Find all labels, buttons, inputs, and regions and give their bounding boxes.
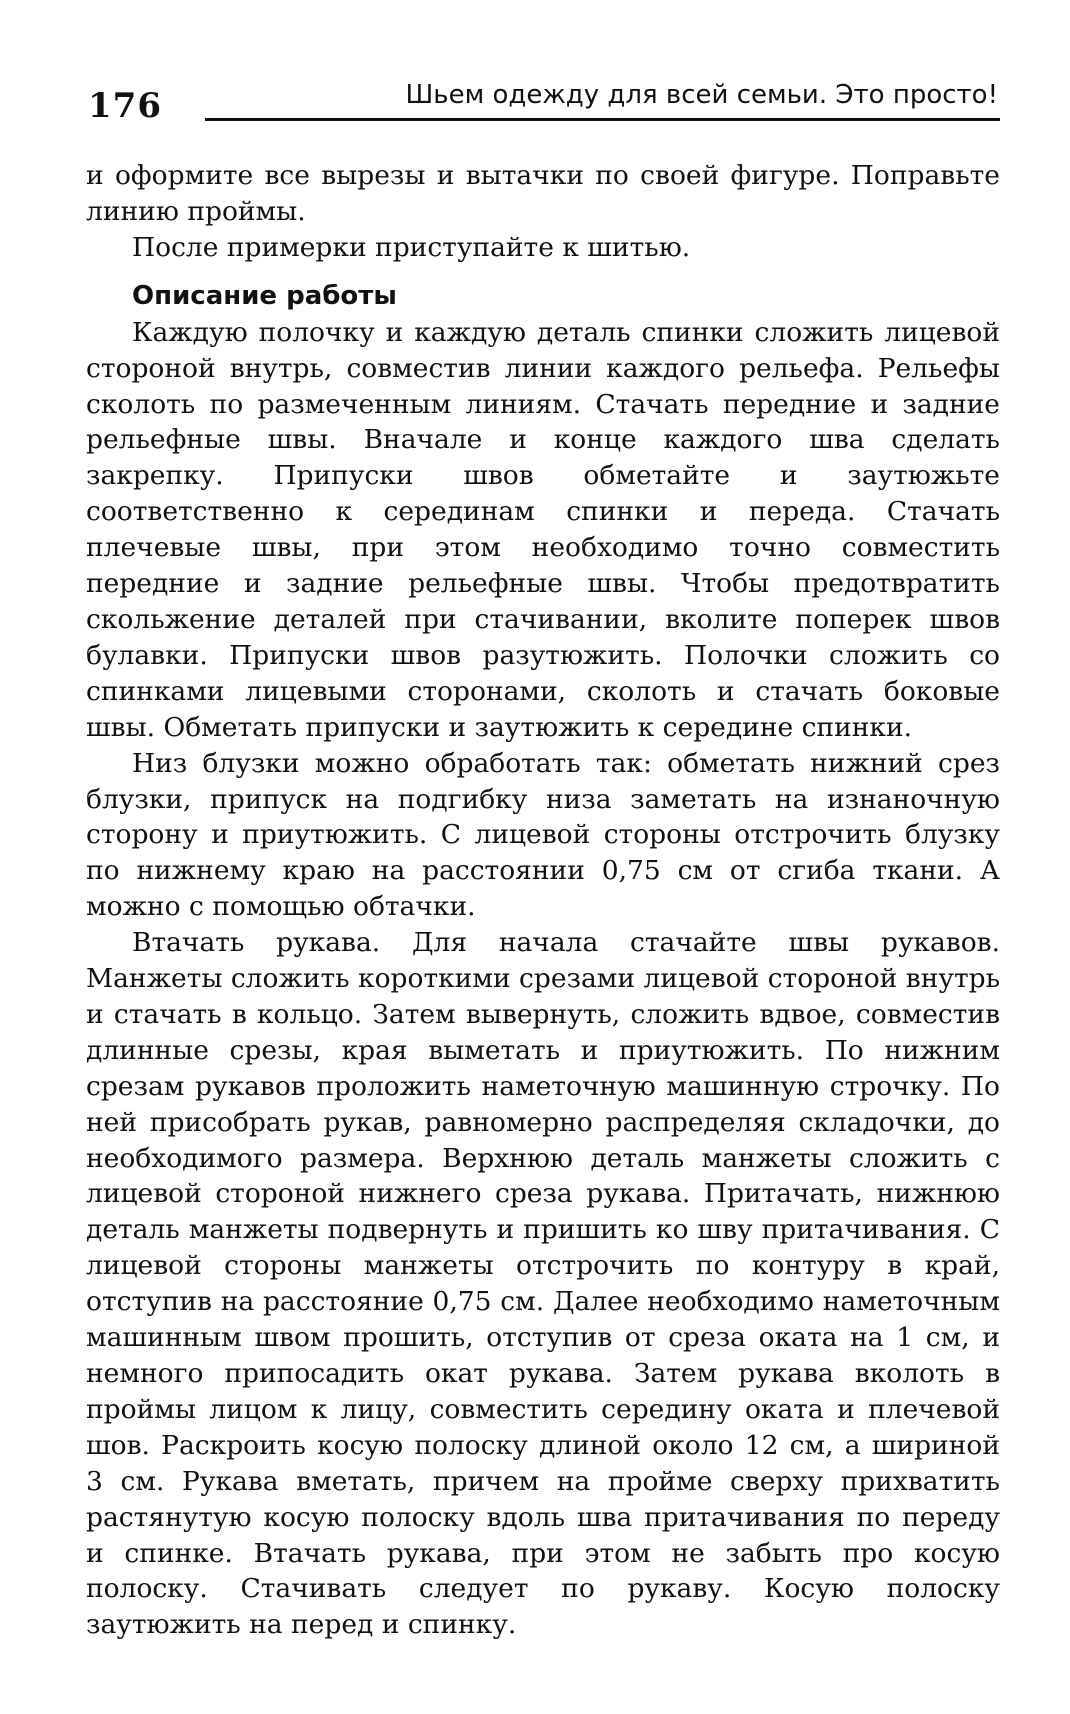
header-rule (205, 118, 1000, 121)
paragraph-sleeves: Втачать рукава. Для начала стачайте швы рукавов. Манжеты сложить короткими срезами лицевой стороной внутрь и стачать в кольцо. Затем вывернуть, сложить вдвое, совместив длинные срезы, края выметать и приутюжить. По нижним срезам рукавов проложить наметочную машинную строчку. По ней присобрать рукав, равномерно распределяя складочки, до необходимого размера. Верхнюю деталь манжеты сложить с лицевой стороной нижнего среза рукава. Притачать, нижнюю деталь манжеты подвернуть и пришить ко шву притачивания. С лицевой стороны манжеты отстрочить по контуру в край, отступив на расстояние 0,75 см. Далее необходимо наметочным машинным швом прошить, отступив от среза оката на 1 см, и немного припосадить окат рукава. Затем рукава вколоть в проймы лицом к лицу, совместить середину оката и плечевой шов. Раскроить косую полоску длиной около 12 см, а шириной 3 см. Рукава вметать, причем на пройме сверху прихватить растянутую косую полоску вдоль шва притачивания по переду и спинке. Втачать рукава, при этом не забыть про косую полоску. Стачивать следует по рукаву. Косую полоску заутюжить на перед и спинку. (86, 927, 1000, 1641)
paragraph-after-fitting: После примерки приступайте к шитью. (132, 231, 691, 263)
running-title: Шьем одежду для всей семьи. Это просто! (405, 80, 998, 110)
page-number: 176 (88, 86, 162, 126)
paragraph-blouse-hem: Низ блузки можно обработать так: обметать нижний срез блузки, припуск на подгибку низа заметать на изнаночную сторону и приутюжить. С лицевой стороны отстрочить блузку по нижнему краю на расстоянии 0,75 см от сгиба ткани. А можно с помощью обтачки. (86, 747, 1000, 923)
page-body (86, 158, 1000, 1643)
paragraph-relief-seams: Каждую полочку и каждую деталь спинки сложить лицевой стороной внутрь, совместив линии каждого рельефа. Рельефы сколоть по размеченным линиям. Стачать передние и задние рельефные швы. Вначале и конце каждого шва сделать закрепку. Припуски швов обметайте и заутюжьте соответственно к серединам спинки и переда. Стачать плечевые швы, при этом необходимо точно совместить передние и задние рельефные швы. Чтобы предотвратить скольжение деталей при стачивании, вколите поперек швов булавки. Припуски швов разутюжить. Полочки сложить со спинками лицевыми сторонами, сколоть и стачать боковые швы. Обметать припуски и заутюжить к середине спинки. (86, 316, 1000, 743)
paragraph-continuation: и оформите все вырезы и вытачки по своей фигуре. Поправьте линию проймы. (86, 160, 1000, 227)
section-heading: Описание работы (132, 280, 397, 311)
